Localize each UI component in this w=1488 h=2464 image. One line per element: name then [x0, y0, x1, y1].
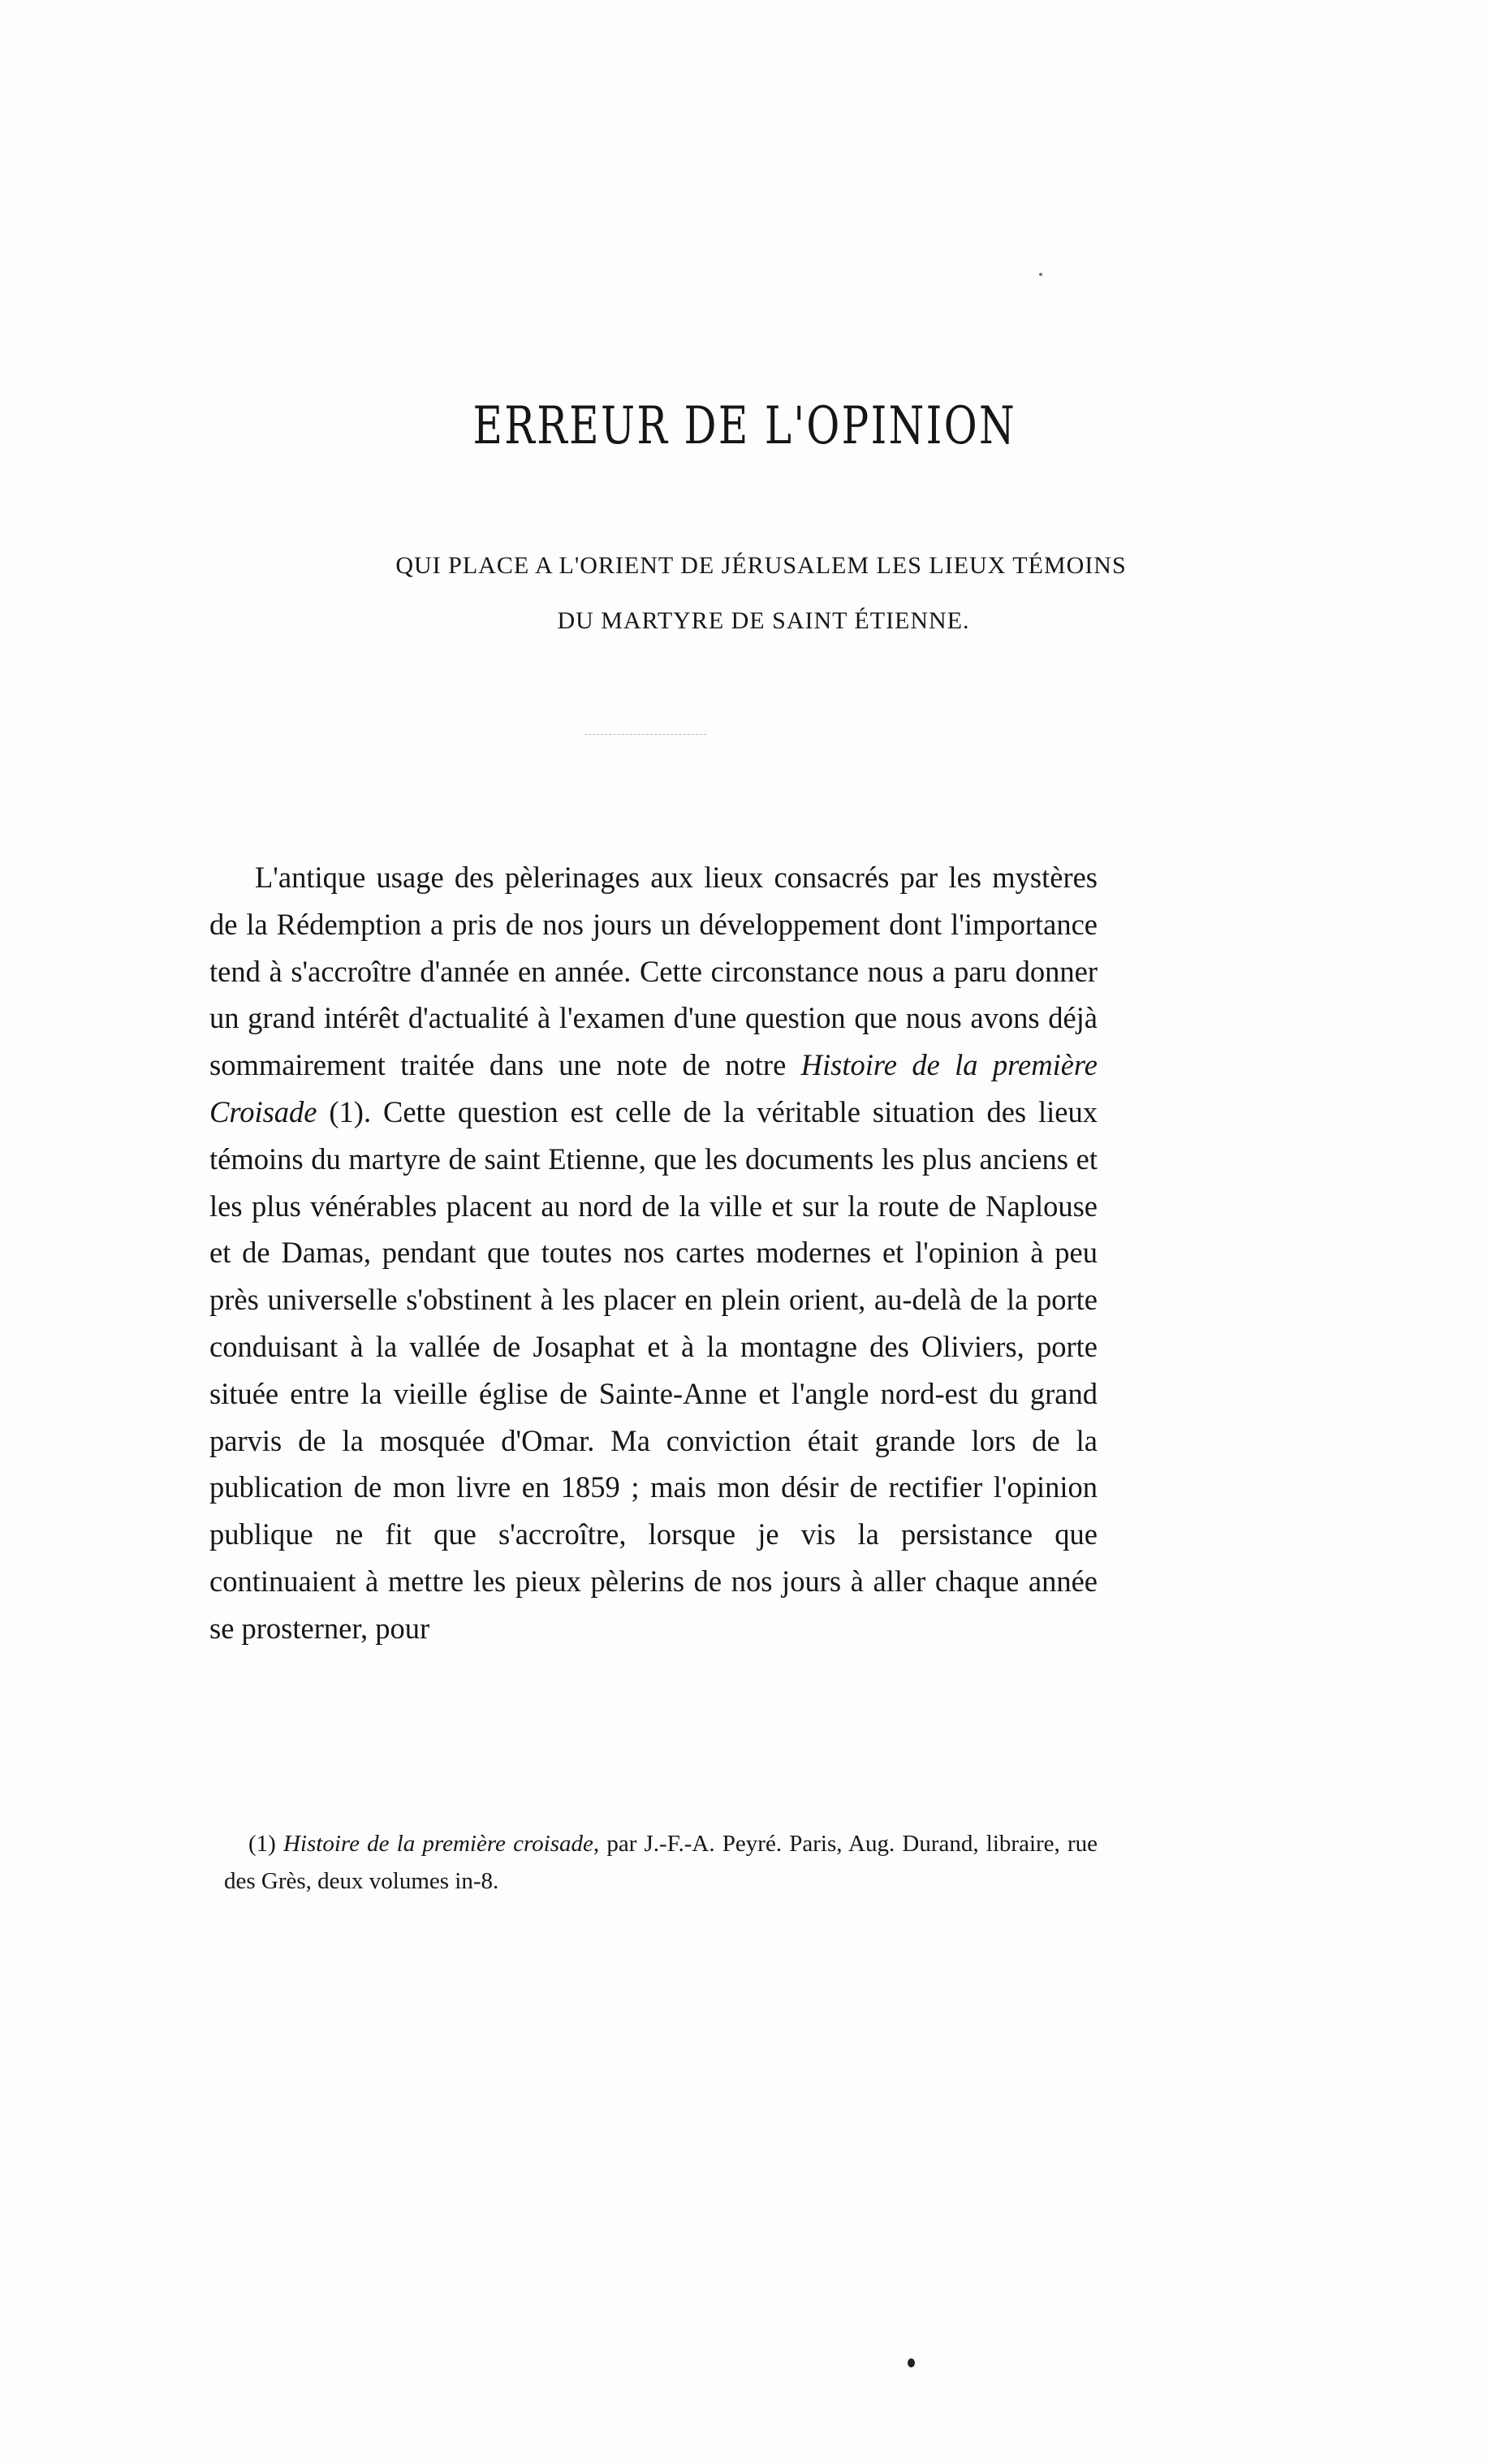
footnote-book-title: Histoire de la première croisade: [283, 1831, 593, 1857]
footnote-text: , par J.-F.-A. Peyré. Paris, Aug. Durand, libraire, rue des Grès, deux volumes in-8.: [224, 1831, 1098, 1894]
ink-speck: [908, 2358, 915, 2367]
chapter-subtitle-line-1: QUI PLACE A L'ORIENT DE JÉRUSALEM LES LIEUX TÉMOINS: [395, 552, 1127, 579]
body-paragraph: [209, 854, 1098, 1652]
main-text-block: [209, 854, 1098, 1652]
section-divider: [584, 734, 706, 735]
chapter-subtitle-line-2: DU MARTYRE DE SAINT ÉTIENNE.: [557, 607, 970, 634]
chapter-title: ERREUR DE L'OPINION: [472, 396, 1017, 456]
footnote-reference: (1): [317, 1094, 364, 1128]
body-text-part-1: L'antique usage des pèlerinages aux lieux consacrés par les mystères de la Rédemption a pris de nos jours un développement dont l'importance tend à s'accroître d'année en année. Cette circonstance nous a paru donner un grand intérêt d'actualité à l'examen d'une question que nous avons déjà sommairement traitée dans une note de notre: [209, 861, 1098, 1082]
book-title-reference: Histoire de la première Croisade: [209, 1048, 1098, 1128]
ink-speck: [1039, 273, 1042, 276]
footnote: [224, 1825, 1098, 1900]
body-text-part-2: . Cette question est celle de la véritable situation des lieux témoins du martyre de saint Etienne, que les documents les plus anciens et les plus vénérables placent au nord de la ville et sur la route de Naplouse et de Damas, pendant que toutes nos cartes modernes et l'opinion à peu près universelle s'obstinent à les placer en plein orient, au-delà de la porte conduisant à la vallée de Josaphat et à la montagne des Oliviers, porte située entre la vieille église de Sainte-Anne et l'angle nord-est du grand parvis de la mosquée d'Omar. Ma conviction était grande lors de la publication de mon livre en 1859 ; mais mon désir de rectifier l'opinion publique ne fit que s'accroître, lorsque je vis la persistance que continuaient à mettre les pieux pèlerins de nos jours à aller chaque année se prosterner, pour: [209, 1094, 1098, 1645]
footnote-marker: (1): [248, 1831, 283, 1857]
